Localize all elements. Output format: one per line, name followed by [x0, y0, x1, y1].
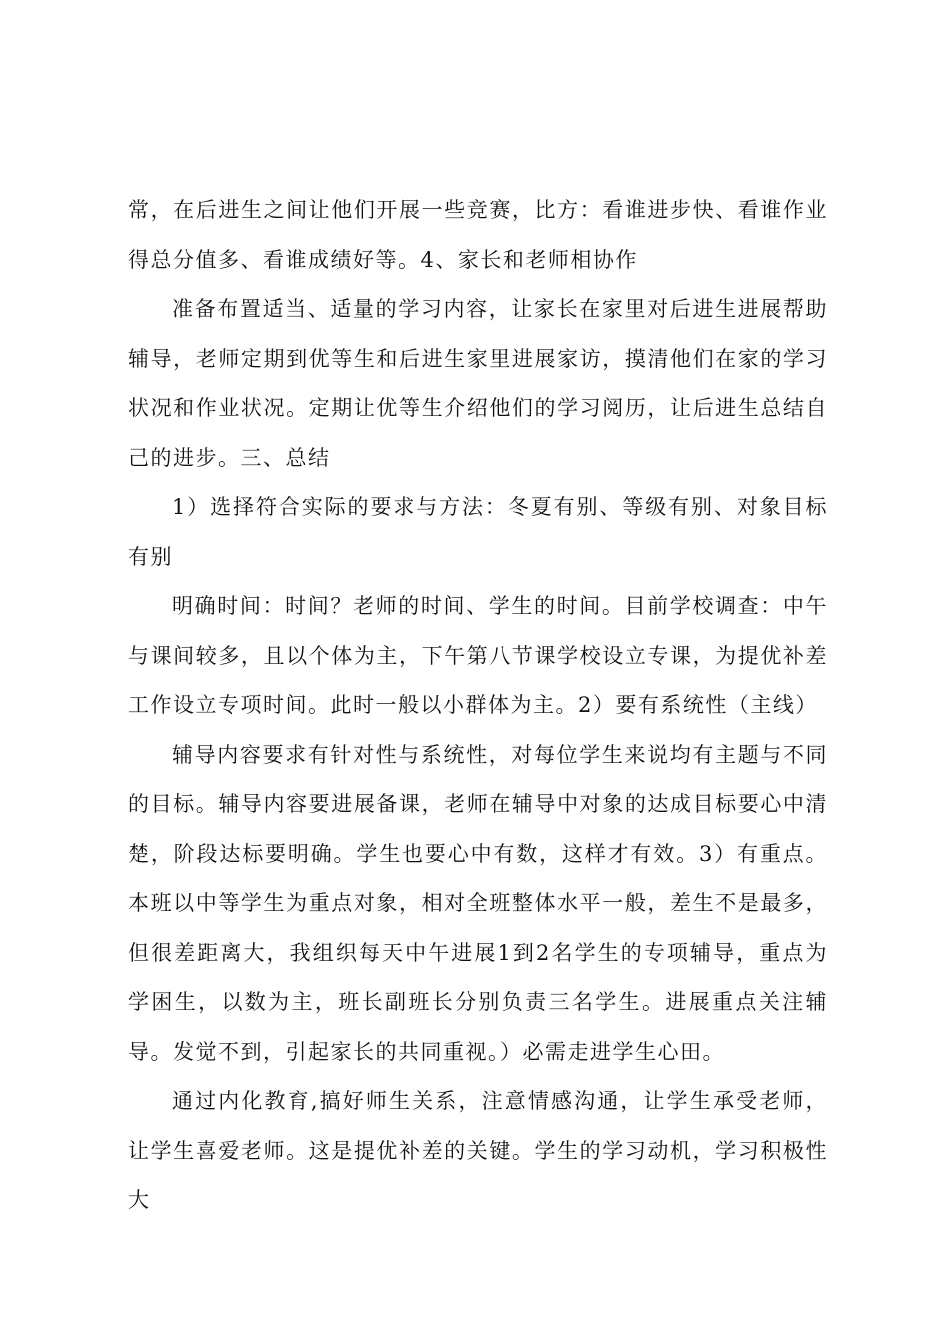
- paragraph-6: 通过内化教育,搞好师生关系，注意情感沟通，让学生承受老师，让学生喜爱老师。这是提优补差的关键。学生的学习动机，学习积极性大: [128, 1089, 828, 1212]
- paragraph-3: 1）选择符合实际的要求与方法：冬夏有别、等级有别、对象目标有别: [128, 495, 828, 569]
- paragraph-2: 准备布置适当、适量的学习内容，让家长在家里对后进生进展帮助辅导，老师定期到优等生和后进生家里进展家访，摸清他们在家的学习状况和作业状况。定期让优等生介绍他们的学习阅历，让后进生总结自己的进步。三、总结: [128, 297, 828, 470]
- document-body: [128, 186, 828, 1226]
- paragraph-1: 常，在后进生之间让他们开展一些竞赛，比方：看谁进步快、看谁作业得总分值多、看谁成绩好等。4、家长和老师相协作: [128, 198, 828, 272]
- paragraph-5: 辅导内容要求有针对性与系统性，对每位学生来说均有主题与不同的目标。辅导内容要进展备课，老师在辅导中对象的达成目标要心中清楚，阶段达标要明确。学生也要心中有数，这样才有效。3）有重点。本班以中等学生为重点对象，相对全班整体水平一般，差生不是最多，但很差距离大，我组织每天中午进展1到2名学生的专项辅导，重点为学困生，以数为主，班长副班长分别负责三名学生。进展重点关注辅导。发觉不到，引起家长的共同重视。）必需走进学生心田。: [128, 742, 828, 1064]
- paragraph-4: 明确时间：时间？老师的时间、学生的时间。目前学校调查：中午与课间较多，且以个体为主，下午第八节课学校设立专课，为提优补差工作设立专项时间。此时一般以小群体为主。2）要有系统性（主线）: [128, 594, 828, 717]
